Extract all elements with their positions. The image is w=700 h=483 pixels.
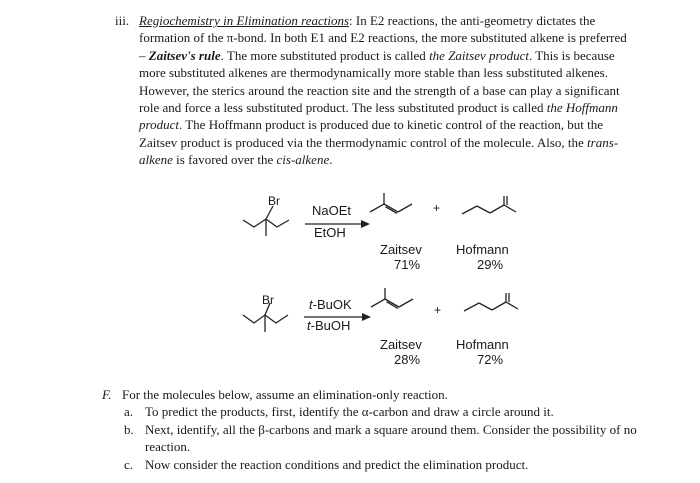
solvent-2-prefix: t (307, 318, 311, 333)
section-f-header (102, 386, 662, 403)
hofmann-2-yield: 72% (477, 352, 504, 367)
text-s4: . The Hoffmann product is produced due to kinetic control of the reaction, but the Zaitsev product is produced via the thermodynamic control of the molecule. Also, the (139, 117, 604, 150)
list-item-text: Next, identify, all the β-carbons and mark a square around them. Consider the possibility of no reaction. (145, 421, 637, 455)
section-f-label: F. (102, 387, 112, 402)
list-item-text: To predict the products, first, identify the α-carbon and draw a circle around it. (145, 404, 554, 420)
reactant-2-br-label: Br (262, 293, 274, 307)
section-f-intro: For the molecules below, assume an elimination-only reaction. (122, 387, 448, 402)
hofmann-product-1 (462, 196, 516, 214)
reaction-2 (243, 288, 518, 332)
arrow-1-head (361, 220, 370, 228)
cis-alkene-term: cis-alkene (276, 152, 330, 168)
section-f (102, 386, 662, 473)
list-item-label: b. (124, 421, 134, 437)
solvent-2-name: -BuOH (310, 318, 351, 333)
section-heading: Regiochemistry in Elimination reactions (139, 13, 350, 28)
reaction-1 (243, 193, 516, 236)
text-s3: . This is because more substituted alkenes are thermodynamically more stable than less substituted alkenes. However, the sterics around the reaction site and the strength of a base can play a significant role and force a less substituted product. The less substituted product is called (139, 47, 620, 116)
list-item-text: Now consider the reaction conditions and predict the elimination product. (145, 456, 529, 472)
zaitsev-product-1 (370, 193, 412, 213)
list-item (102, 456, 662, 473)
zaitsev-product-2 (371, 288, 413, 308)
zaitsev-rule: Zaitsev's rule (148, 47, 221, 63)
section-numeral: iii. (115, 13, 130, 28)
reagent-2-prefix: t (309, 297, 313, 312)
reagent-2-label (309, 297, 352, 312)
arrow-2-head (362, 313, 371, 321)
solvent-2-label (307, 318, 350, 333)
text-s6: . (329, 152, 333, 168)
list-item (102, 421, 662, 456)
zaitsev-1-label: Zaitsev (380, 242, 422, 257)
heading-colon: : (349, 13, 353, 28)
list-item-label: a. (124, 404, 134, 420)
zaitsev-2-label: Zaitsev (380, 337, 422, 352)
reagent-2-name: -BuOK (312, 297, 352, 312)
list-item (102, 403, 662, 420)
text-s2: . The more substituted product is called (220, 47, 430, 63)
zaitsev-product-term: the Zaitsev product (429, 47, 529, 63)
reactant-1-br-label: Br (268, 194, 280, 208)
hofmann-product-2 (464, 293, 518, 311)
trans-alkene-term: trans-alkene (139, 134, 619, 168)
zaitsev-2-yield: 28% (394, 352, 421, 367)
hoffmann-product-term: the Hoffmann product (139, 100, 618, 133)
plus-1: + (433, 201, 441, 215)
text-s1: In E2 reactions, the anti-geometry dictates the formation of the π-bond. In both E1 and E2 reactions, the more substituted alkene is preferred – (139, 13, 627, 63)
text-s5: is favored over the (172, 152, 277, 168)
plus-2: + (434, 303, 442, 317)
hofmann-2-label: Hofmann (456, 337, 509, 352)
list-item-label: c. (124, 456, 134, 472)
reagent-1-label: NaOEt (312, 203, 352, 218)
solvent-1-label: EtOH (314, 225, 346, 240)
hofmann-1-yield: 29% (477, 257, 504, 272)
zaitsev-1-yield: 71% (394, 257, 421, 272)
hofmann-1-label: Hofmann (456, 242, 509, 257)
